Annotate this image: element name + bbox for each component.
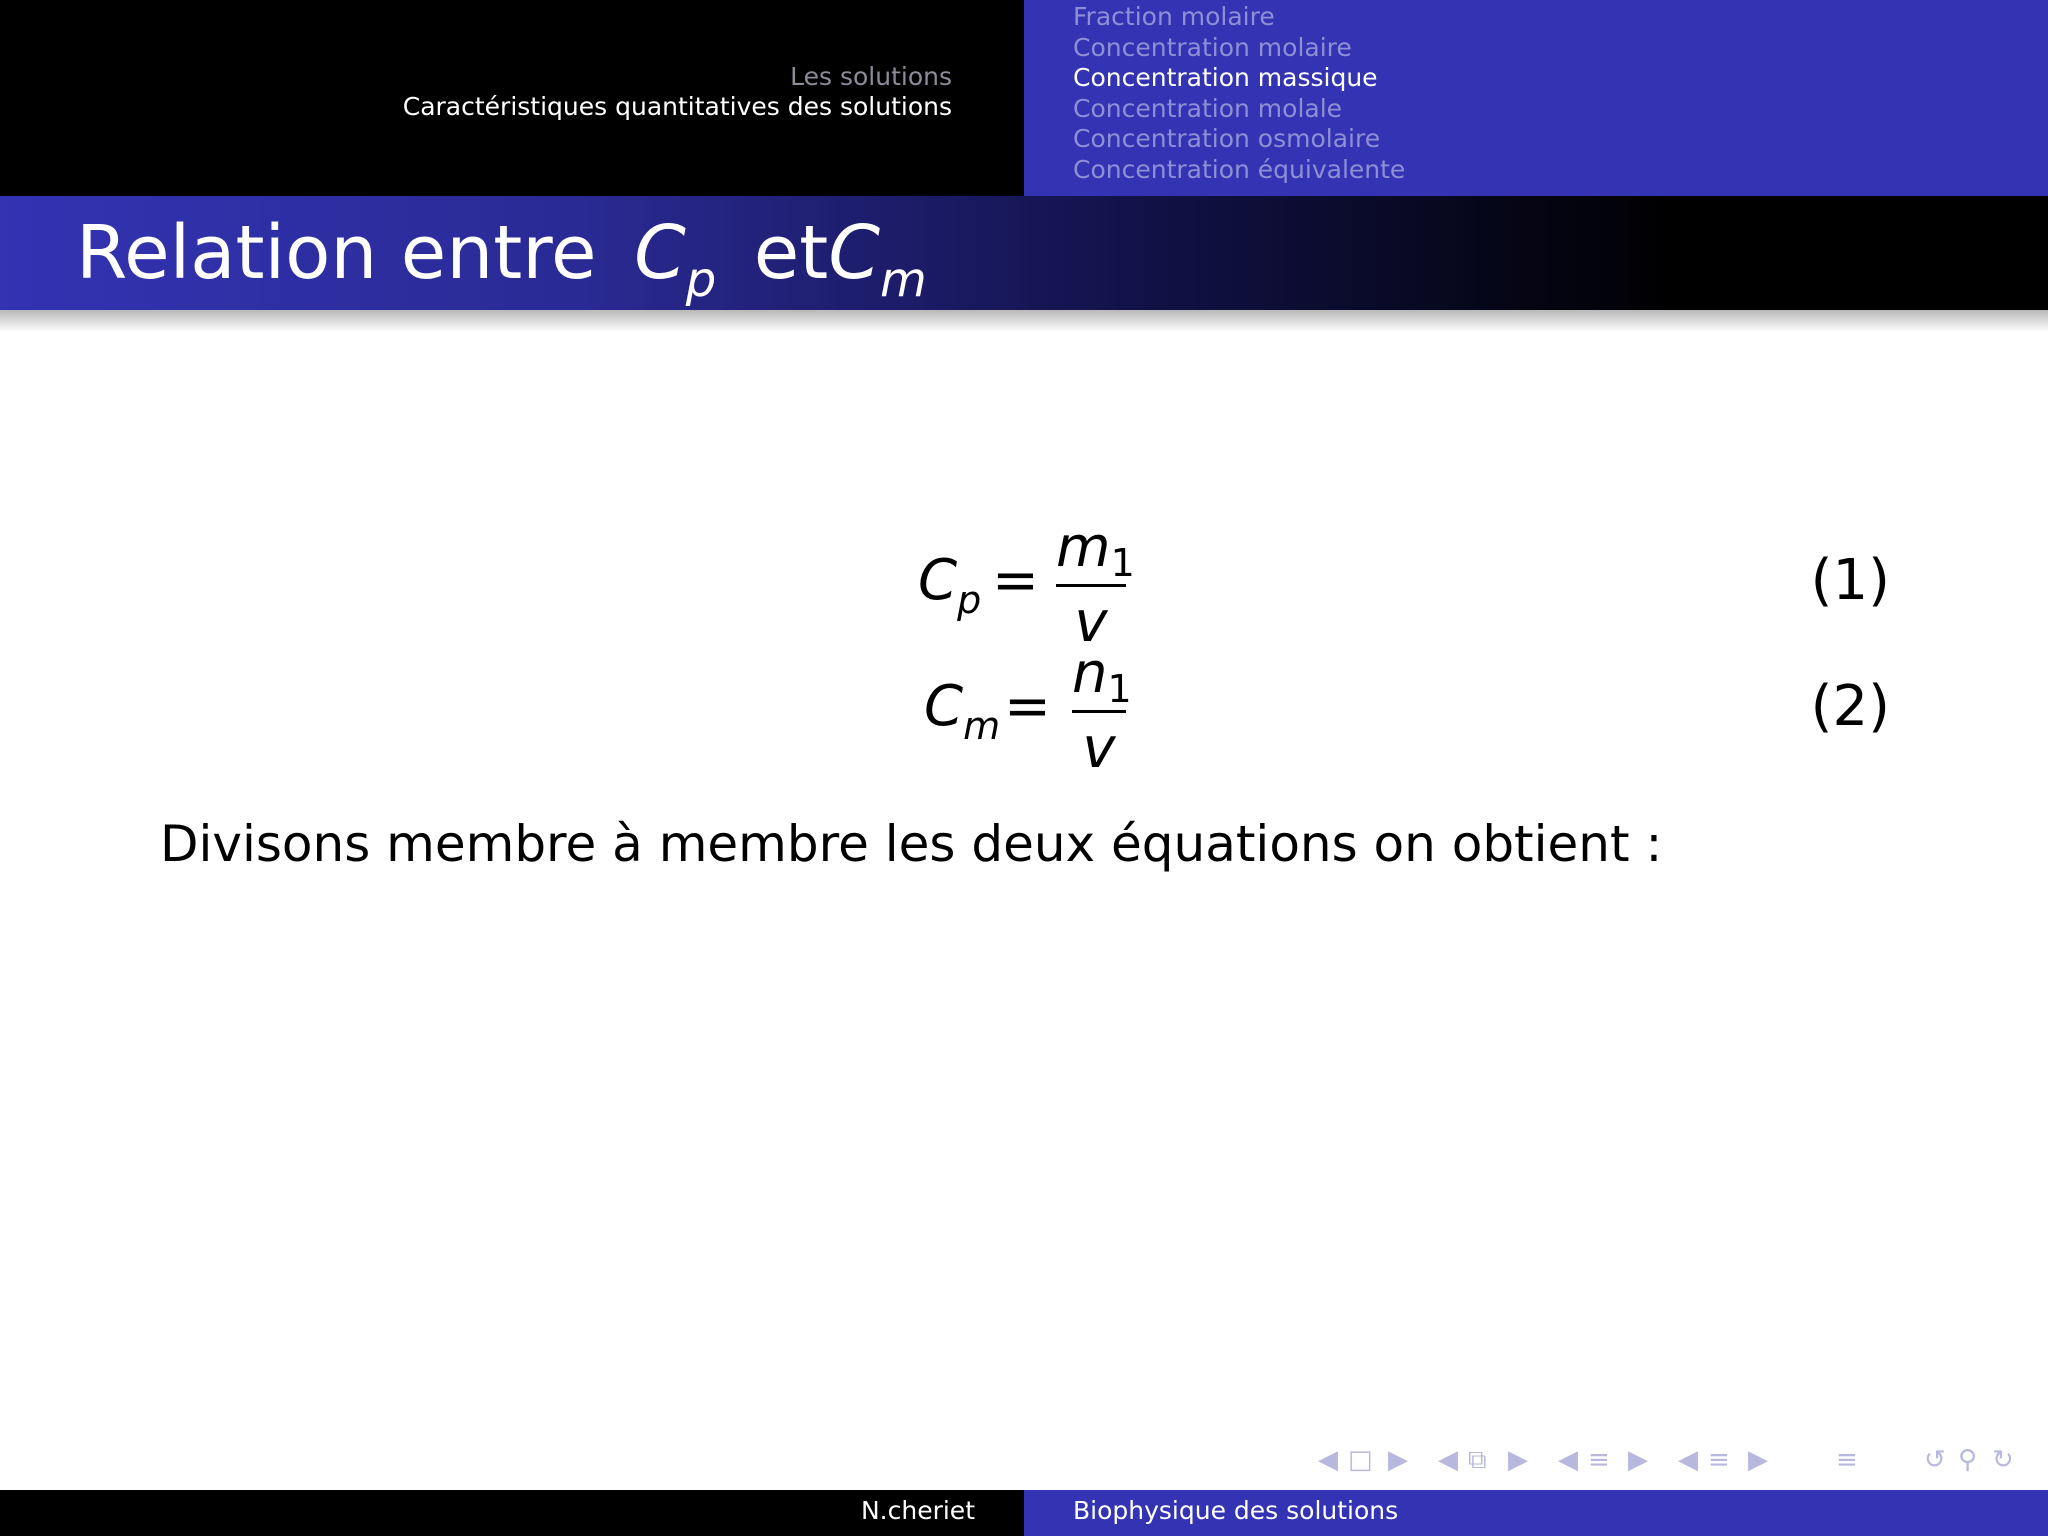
search-icon[interactable]: ⚲ bbox=[1958, 1445, 1978, 1475]
subsection-item[interactable]: Concentration molaire bbox=[1073, 32, 1352, 62]
equation-2-lhs-var: C bbox=[924, 674, 964, 739]
nav-prev-slide-icon[interactable]: ◀ bbox=[1678, 1445, 1698, 1475]
header-sections-panel bbox=[0, 0, 1024, 196]
frame-title-var-cp bbox=[634, 210, 717, 308]
equation-1 bbox=[900, 515, 1890, 655]
body-text: Divisons membre à membre les deux équations on obtient : bbox=[160, 815, 1663, 873]
equation-1-equals: = bbox=[992, 548, 1039, 613]
nav-next-frame-icon[interactable]: ▶ bbox=[1388, 1445, 1408, 1475]
header-subsections-panel bbox=[1024, 0, 2048, 196]
equation-2-numerator bbox=[1072, 641, 1132, 711]
frame-title-var-cm bbox=[828, 210, 927, 308]
section-link-caracteristiques[interactable]: Caractéristiques quantitatives des solutions bbox=[402, 92, 952, 121]
equation-1-denominator: v bbox=[1074, 590, 1108, 655]
equation-2-fraction bbox=[1072, 641, 1132, 781]
equation-2-denominator: v bbox=[1082, 716, 1116, 781]
subsection-item[interactable]: Concentration équivalente bbox=[1073, 154, 1406, 184]
equation-2-num-sub: 1 bbox=[1107, 667, 1132, 711]
subsection-item[interactable]: Fraction molaire bbox=[1073, 2, 1275, 31]
subsection-item-active[interactable]: Concentration massique bbox=[1073, 63, 1378, 92]
nav-prev-subsection-icon[interactable]: ◀ bbox=[1558, 1445, 1578, 1475]
footer-title-panel bbox=[1024, 1490, 2048, 1536]
equation-1-number: (1) bbox=[1810, 548, 1890, 613]
frame-title-bar bbox=[0, 196, 2048, 310]
undo-icon[interactable]: ↺ bbox=[1924, 1445, 1946, 1475]
footer-author-panel bbox=[0, 1490, 1024, 1536]
equation-2-number: (2) bbox=[1810, 674, 1890, 739]
frame-title bbox=[76, 210, 927, 308]
equation-2-lhs-sub: m bbox=[963, 704, 1001, 748]
equation-2 bbox=[900, 641, 1890, 781]
nav-prev-frame-icon[interactable]: ◀ bbox=[1318, 1445, 1338, 1475]
section-icon[interactable]: ⧉ bbox=[1468, 1445, 1487, 1475]
subsection-item[interactable]: Concentration osmolaire bbox=[1073, 124, 1381, 153]
nav-next-section-icon[interactable]: ▶ bbox=[1508, 1445, 1528, 1475]
equation-1-num-sub: 1 bbox=[1110, 541, 1135, 585]
navigation-bar bbox=[1310, 1440, 2030, 1480]
equation-2-num-var: n bbox=[1072, 641, 1108, 706]
nav-next-subsection-icon[interactable]: ▶ bbox=[1628, 1445, 1648, 1475]
slide-icon[interactable]: ≡ bbox=[1708, 1445, 1730, 1475]
equation-1-fraction bbox=[1056, 515, 1135, 655]
frame-title-join: et bbox=[753, 210, 829, 296]
equation-2-lhs bbox=[924, 674, 1001, 748]
frame-icon[interactable]: □ bbox=[1348, 1445, 1373, 1475]
equation-1-lhs-var: C bbox=[918, 548, 958, 613]
frame-title-var1: C bbox=[634, 210, 686, 296]
frame-title-sub2: m bbox=[880, 252, 927, 308]
equation-1-lhs-sub: p bbox=[957, 578, 982, 622]
frame-title-sub1: p bbox=[685, 252, 717, 308]
subsection-item[interactable]: Concentration molale bbox=[1073, 93, 1343, 123]
footer-author: N.cheriet bbox=[860, 1496, 975, 1525]
subsection-icon[interactable]: ≡ bbox=[1588, 1445, 1610, 1475]
frame-title-var2: C bbox=[828, 210, 880, 296]
title-shadow bbox=[0, 310, 2048, 332]
frame-title-text: Relation entre bbox=[76, 210, 597, 296]
equation-1-numerator bbox=[1056, 515, 1135, 585]
nav-next-slide-icon[interactable]: ▶ bbox=[1748, 1445, 1768, 1475]
appendix-icon[interactable]: ≡ bbox=[1836, 1445, 1858, 1475]
footer-title: Biophysique des solutions bbox=[1073, 1496, 1399, 1525]
equation-1-lhs bbox=[918, 548, 982, 622]
equation-1-num-var: m bbox=[1056, 515, 1111, 580]
subsection-list bbox=[1073, 2, 1405, 185]
section-link-les-solutions[interactable]: Les solutions bbox=[790, 62, 952, 91]
equation-2-equals: = bbox=[1004, 674, 1051, 739]
redo-icon[interactable]: ↻ bbox=[1992, 1445, 2014, 1475]
nav-prev-section-icon[interactable]: ◀ bbox=[1438, 1445, 1458, 1475]
